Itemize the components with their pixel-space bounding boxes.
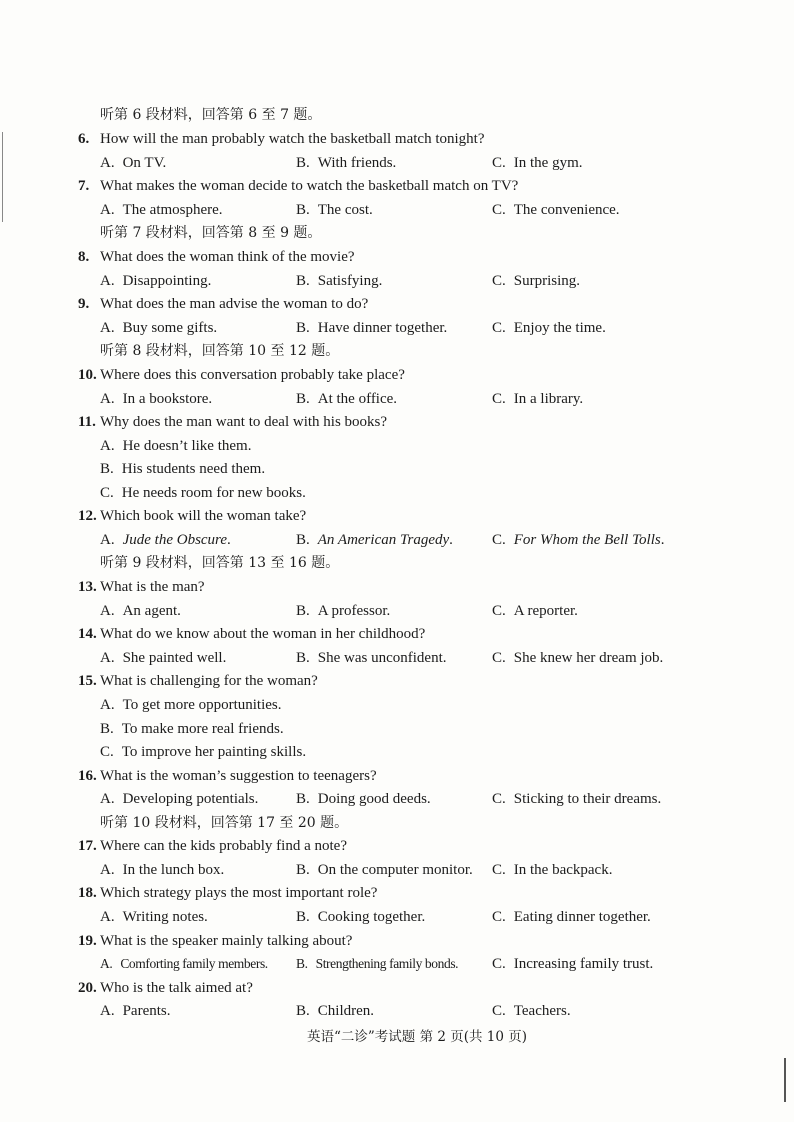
option-b: B. Children. [296,1003,375,1019]
option-c: C. In a library. [492,391,584,407]
question-text: What does the woman think of the movie? [100,249,355,265]
question-number: 11. [78,414,96,430]
question-number: 6. [78,131,90,147]
question-text: What does the man advise the woman to do? [100,296,369,312]
option-a: A. Comforting family members. [100,956,268,971]
question-text: Where can the kids probably find a note? [100,838,347,854]
question-text: What is challenging for the woman? [100,673,318,689]
option-c: C. A reporter. [492,603,578,619]
option-a: A. The atmosphere. [100,202,223,218]
question-15-option-c [0,741,794,763]
option-b: B. On the computer monitor. [296,862,473,878]
question-text: Who is the talk aimed at? [100,980,253,996]
question-14 [0,623,794,645]
option-b: B. The cost. [296,202,373,218]
section-6-instruction: 听第 6 段材料，回答第 6 至 7 题。 [100,107,322,123]
option-b: B. To make more real friends. [100,721,284,737]
question-11-option-c [0,482,794,504]
option-a: A. On TV. [100,155,167,171]
question-11 [0,411,794,433]
option-b: B. Strengthening family bonds. [296,956,459,971]
page-footer: 英语“二诊”考试题 第 2 页(共 10 页) [306,1029,528,1045]
section-8-instruction: 听第 8 段材料，回答第 10 至 12 题。 [100,343,340,359]
option-c: C. Teachers. [492,1003,571,1019]
option-b: B. A professor. [296,603,391,619]
question-text: How will the man probably watch the basketball match tonight? [100,131,485,147]
question-7 [0,175,794,197]
question-number: 17. [78,838,97,854]
question-13-options [0,600,794,622]
scan-margin-line [2,132,3,222]
option-b: B. Cooking together. [296,909,426,925]
question-7-options [0,199,794,221]
option-b: B. At the office. [296,391,398,407]
question-number: 7. [78,178,90,194]
section-heading [0,222,794,244]
section-heading [0,552,794,574]
scan-margin-line [784,1058,786,1102]
section-9-instruction: 听第 9 段材料，回答第 13 至 16 题。 [100,555,340,571]
question-text: Which strategy plays the most important role? [100,885,378,901]
question-15-option-b [0,718,794,740]
option-a: A. To get more opportunities. [100,697,282,713]
option-a: A. An agent. [100,603,181,619]
question-11-option-b [0,458,794,480]
section-heading [0,104,794,126]
option-c: C. Surprising. [492,273,581,289]
question-17 [0,835,794,857]
question-15-option-a [0,694,794,716]
option-a: A. In the lunch box. [100,862,225,878]
question-12 [0,505,794,527]
question-15 [0,670,794,692]
question-text: What do we know about the woman in her childhood? [100,626,426,642]
question-number: 13. [78,579,97,595]
question-text: What is the man? [100,579,205,595]
section-7-instruction: 听第 7 段材料，回答第 8 至 9 题。 [100,225,322,241]
question-10 [0,364,794,386]
question-14-options [0,647,794,669]
question-number: 14. [78,626,97,642]
question-18-options [0,906,794,928]
question-12-options [0,529,794,551]
question-18 [0,882,794,904]
option-a: A. He doesn’t like them. [100,438,252,454]
option-c: C. Increasing family trust. [492,956,654,972]
option-c: C. To improve her painting skills. [100,744,307,760]
question-11-option-a [0,435,794,457]
option-c: C. In the gym. [492,155,583,171]
question-9 [0,293,794,315]
question-number: 16. [78,768,97,784]
option-b: B. Doing good deeds. [296,791,431,807]
question-8 [0,246,794,268]
question-6-options [0,152,794,174]
question-6 [0,128,794,150]
option-a: A. Parents. [100,1003,171,1019]
option-c: C. In the backpack. [492,862,613,878]
option-c: C. He needs room for new books. [100,485,306,501]
option-c: C. The convenience. [492,202,620,218]
question-8-options [0,270,794,292]
section-10-instruction: 听第 10 段材料，回答第 17 至 20 题。 [100,815,349,831]
question-text: Where does this conversation probably take place? [100,367,405,383]
option-b: B. Have dinner together. [296,320,448,336]
question-text: What is the speaker mainly talking about? [100,933,353,949]
question-text: What is the woman’s suggestion to teenagers? [100,768,377,784]
section-heading [0,340,794,362]
question-17-options [0,859,794,881]
option-a: A. Developing potentials. [100,791,259,807]
question-19 [0,930,794,952]
question-number: 10. [78,367,97,383]
question-20-options [0,1000,794,1022]
option-a: A. Buy some gifts. [100,320,218,336]
question-20 [0,977,794,999]
option-c: C. For Whom the Bell Tolls. [492,532,665,548]
question-number: 9. [78,296,90,312]
question-number: 20. [78,980,97,996]
question-9-options [0,317,794,339]
option-a: A. She painted well. [100,650,227,666]
question-16-options [0,788,794,810]
option-a: A. In a bookstore. [100,391,213,407]
option-a: A. Disappointing. [100,273,212,289]
question-number: 15. [78,673,97,689]
question-number: 12. [78,508,97,524]
option-a: A. Writing notes. [100,909,208,925]
question-10-options [0,388,794,410]
option-b: B. Satisfying. [296,273,383,289]
question-number: 8. [78,249,90,265]
question-13 [0,576,794,598]
option-a: A. Jude the Obscure. [100,532,231,548]
option-c: C. Enjoy the time. [492,320,606,336]
option-b: B. With friends. [296,155,397,171]
question-text: What makes the woman decide to watch the basketball match on TV? [100,178,519,194]
question-number: 19. [78,933,97,949]
option-b: B. She was unconfident. [296,650,447,666]
question-text: Why does the man want to deal with his books? [100,414,388,430]
option-c: C. Eating dinner together. [492,909,651,925]
option-c: C. Sticking to their dreams. [492,791,662,807]
question-number: 18. [78,885,97,901]
option-b: B. An American Tragedy. [296,532,453,548]
option-b: B. His students need them. [100,461,266,477]
question-text: Which book will the woman take? [100,508,307,524]
section-heading [0,812,794,834]
question-16 [0,765,794,787]
question-19-options [0,953,794,975]
option-c: C. She knew her dream job. [492,650,664,666]
